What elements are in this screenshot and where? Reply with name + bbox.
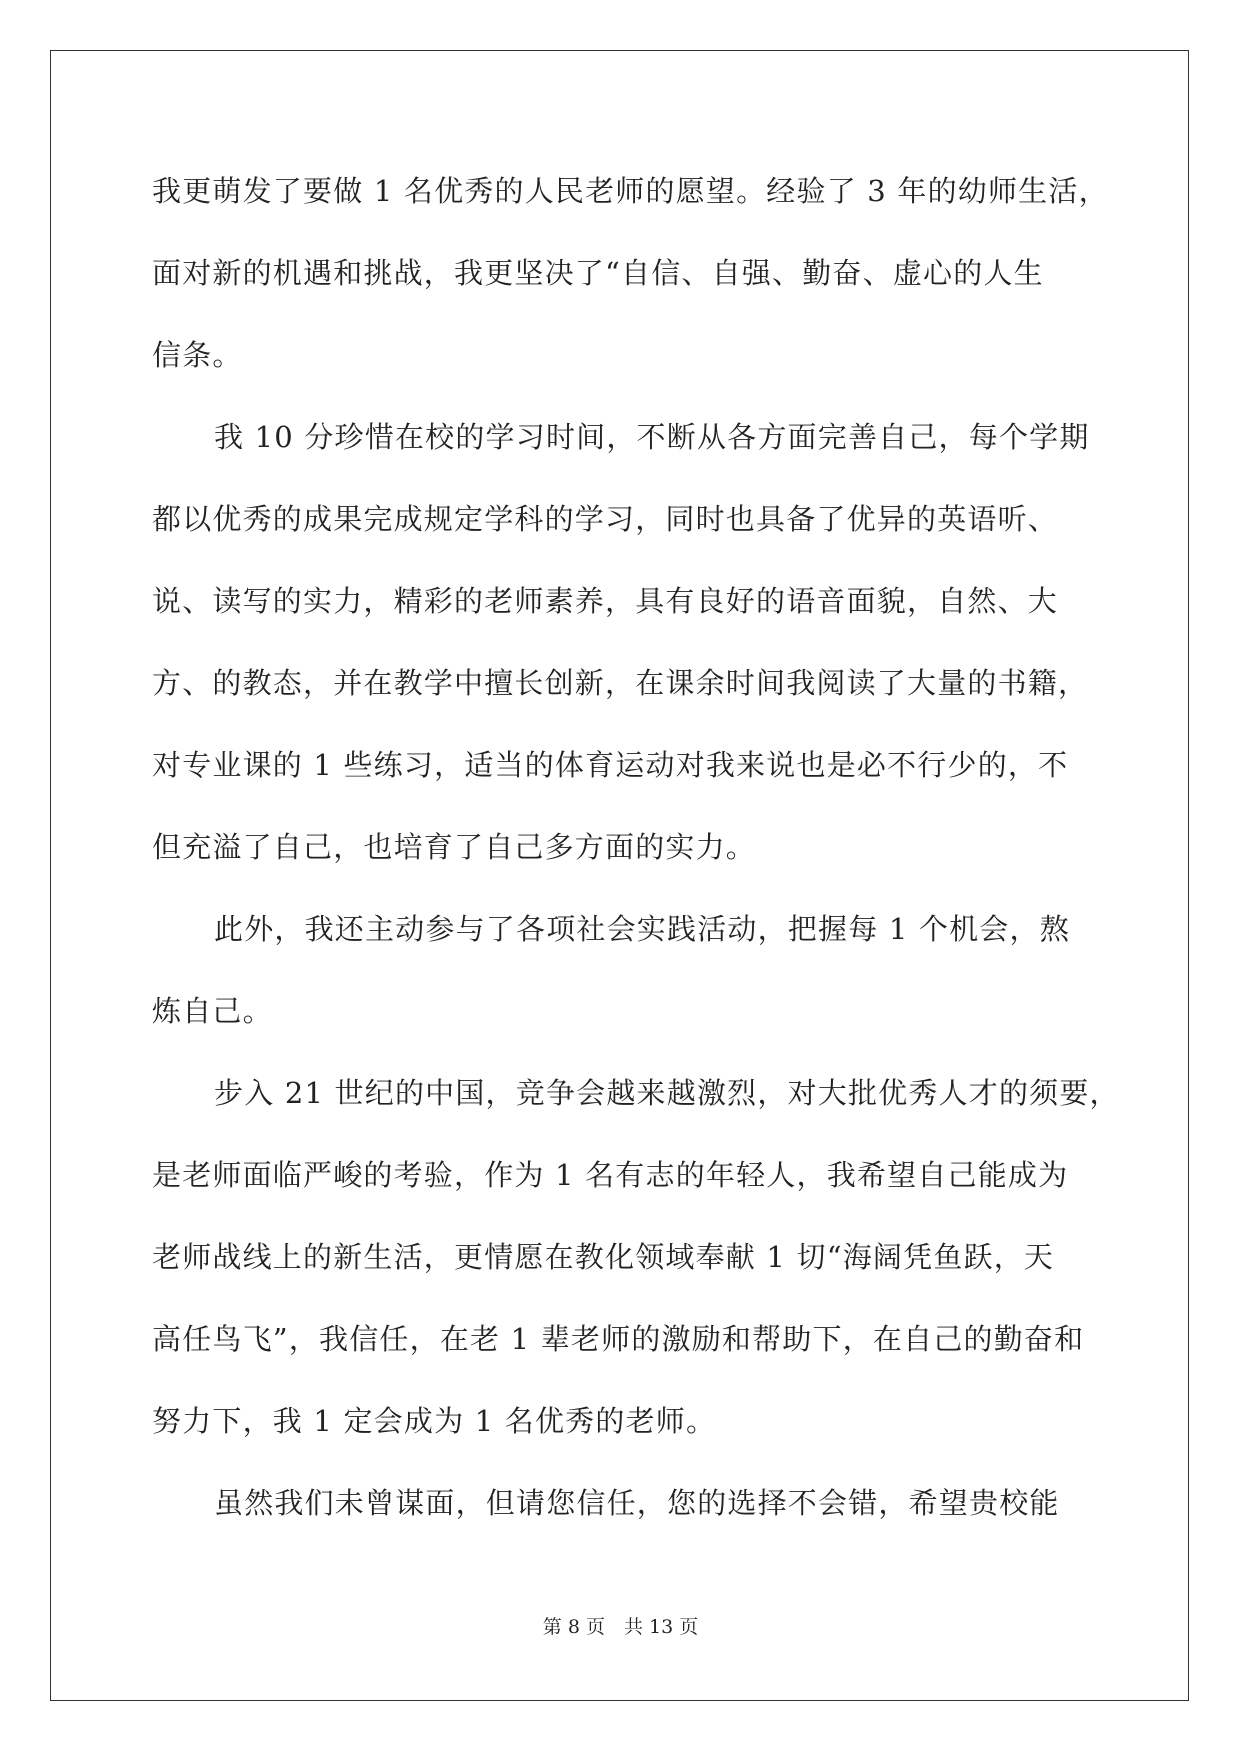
text-line-5: 都以优秀的成果完成规定学科的学习，同时也具备了优异的英语听、: [152, 502, 1059, 536]
text-line-13: 是老师面临严峻的考验，作为 1 名有志的年轻人，我希望自己能成为: [152, 1158, 1069, 1192]
text-line-4: 我 10 分珍惜在校的学习时间，不断从各方面完善自己，每个学期: [214, 420, 1090, 454]
text-line-8: 对专业课的 1 些练习，适当的体育运动对我来说也是必不行少的，不: [152, 748, 1069, 782]
text-line-3: 信条。: [152, 338, 243, 372]
text-line-16: 努力下，我 1 定会成为 1 名优秀的老师。: [152, 1404, 717, 1438]
text-line-15: 高任鸟飞”，我信任，在老 1 辈老师的激励和帮助下，在自己的勤奋和: [152, 1322, 1085, 1356]
text-line-11: 炼自己。: [152, 994, 273, 1028]
text-line-12: 步入 21 世纪的中国，竞争会越来越激烈，对大批优秀人才的须要，: [214, 1076, 1120, 1110]
document-body: [152, 150, 1120, 1544]
text-line-2: 面对新的机遇和挑战，我更坚决了“自信、自强、勤奋、虚心的人生: [152, 256, 1044, 290]
text-line-17: 虽然我们未曾谋面，但请您信任，您的选择不会错，希望贵校能: [214, 1486, 1060, 1520]
text-line-14: 老师战线上的新生活，更情愿在教化领域奉献 1 切“海阔凭鱼跃，天: [152, 1240, 1055, 1274]
text-line-1: 我更萌发了要做 1 名优秀的人民老师的愿望。经验了 3 年的幼师生活，: [152, 174, 1109, 208]
text-line-6: 说、读写的实力，精彩的老师素养，具有良好的语音面貌，自然、大: [152, 584, 1059, 618]
text-line-9: 但充溢了自己，也培育了自己多方面的实力。: [152, 830, 757, 864]
text-line-10: 此外，我还主动参与了各项社会实践活动，把握每 1 个机会，熬: [214, 912, 1070, 946]
page-number-footer: 第 8 页 共 13 页: [542, 1616, 699, 1638]
text-line-7: 方、的教态，并在教学中擅长创新，在课余时间我阅读了大量的书籍，: [152, 666, 1089, 700]
